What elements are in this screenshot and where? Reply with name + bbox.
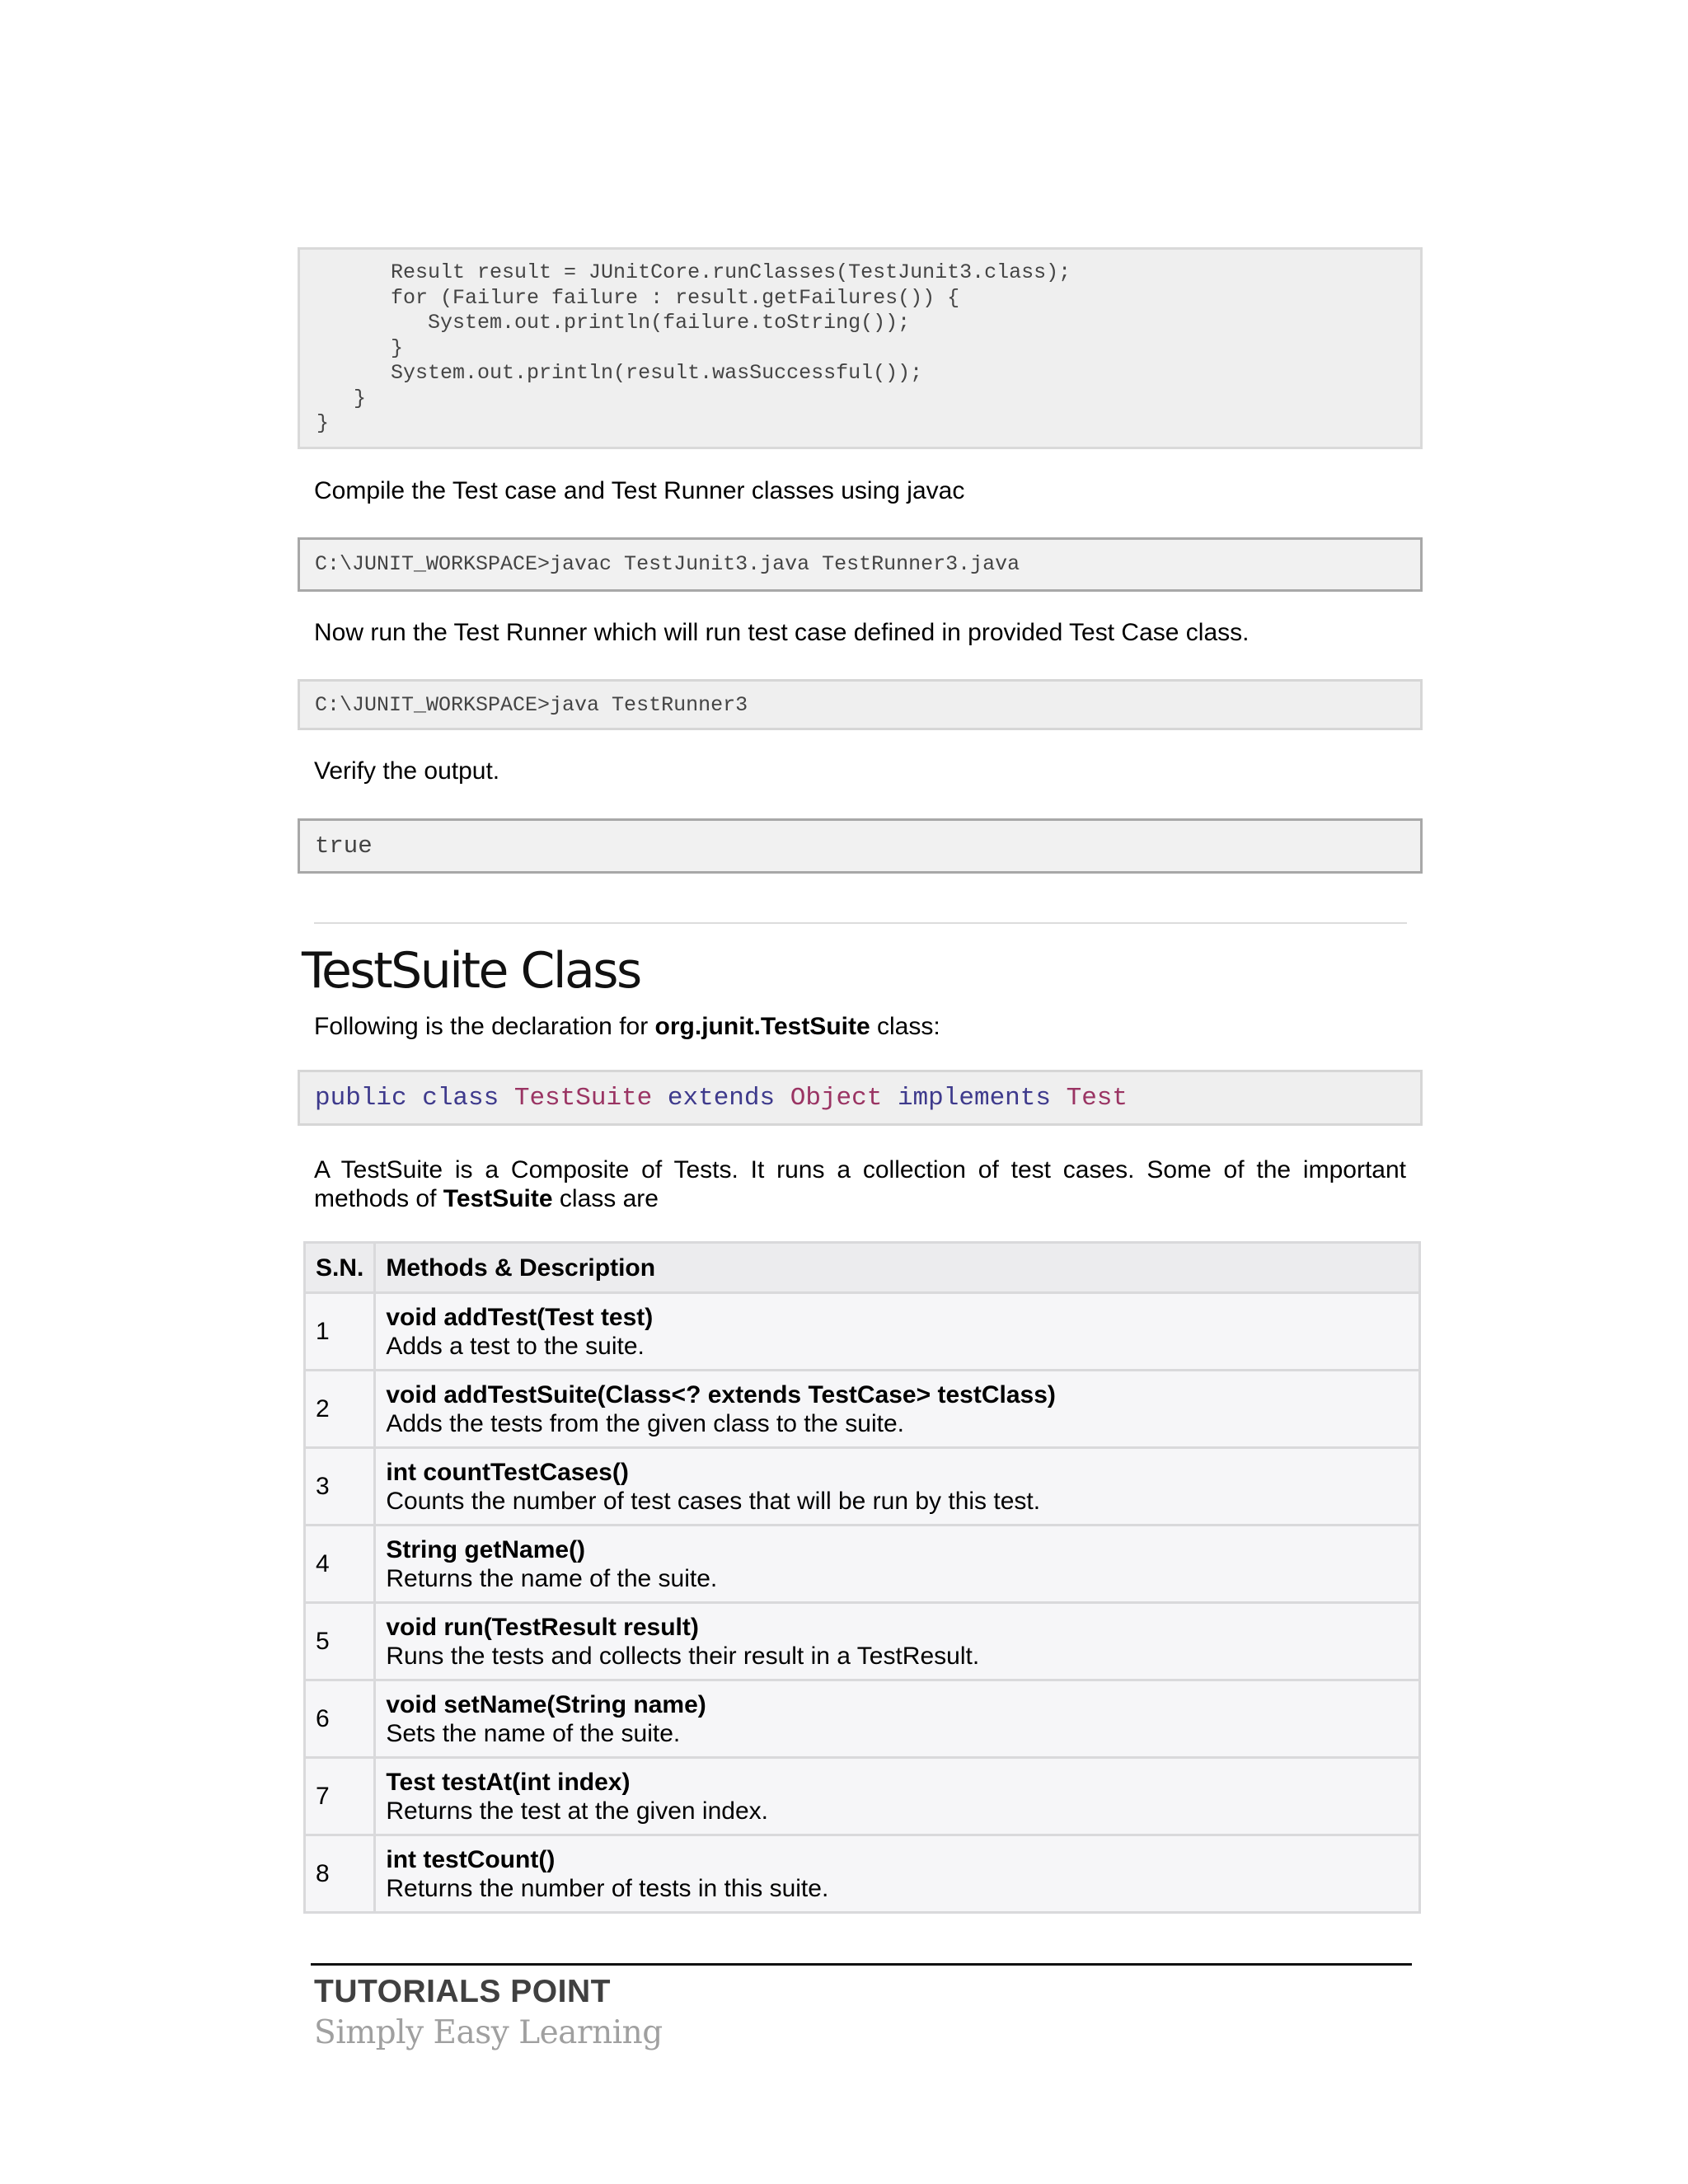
output-block <box>298 818 1423 874</box>
section-divider <box>314 922 1407 924</box>
compile-command-block <box>298 537 1423 592</box>
table-row <box>305 1603 1420 1680</box>
row-method-cell <box>375 1680 1420 1758</box>
verify-instruction: Verify the output. <box>314 757 500 785</box>
code-type: Test <box>1066 1084 1128 1113</box>
run-instruction: Now run the Test Runner which will run test case defined in provided Test Case class. <box>314 619 1250 646</box>
method-signature: int testCount() <box>386 1845 556 1873</box>
row-sn: 2 <box>305 1371 375 1448</box>
compile-instruction: Compile the Test case and Test Runner classes using javac <box>314 477 965 504</box>
declaration-suffix: class: <box>870 1013 940 1040</box>
table-body <box>305 1293 1420 1913</box>
row-sn: 4 <box>305 1526 375 1603</box>
code-line: Result result = JUnitCore.runClasses(TestJunit3.class); <box>316 260 1071 284</box>
method-description: Counts the number of test cases that will be run by this test. <box>386 1487 1041 1515</box>
declaration-code-block <box>298 1070 1423 1126</box>
table-row <box>305 1680 1420 1758</box>
method-signature: String getName() <box>386 1535 586 1563</box>
declaration-class-name: org.junit.TestSuite <box>654 1013 870 1040</box>
table-row <box>305 1526 1420 1603</box>
code-block-runner <box>298 247 1423 449</box>
row-sn: 7 <box>305 1758 375 1835</box>
table-row <box>305 1448 1420 1526</box>
table-row <box>305 1293 1420 1371</box>
declaration-intro <box>314 1012 1406 1041</box>
footer-divider <box>311 1963 1412 1966</box>
row-sn: 5 <box>305 1603 375 1680</box>
method-description: Runs the tests and collects their result in a TestResult. <box>386 1642 980 1670</box>
methods-table <box>303 1241 1421 1914</box>
section-title: TestSuite Class <box>302 942 640 1000</box>
row-method-cell <box>375 1371 1420 1448</box>
method-signature: int countTestCases() <box>386 1458 629 1486</box>
table-row <box>305 1835 1420 1913</box>
code-keyword: extends <box>652 1084 790 1113</box>
code-keyword: implements <box>882 1084 1067 1113</box>
row-method-cell <box>375 1603 1420 1680</box>
method-description: Sets the name of the suite. <box>386 1719 681 1747</box>
method-signature: void setName(String name) <box>386 1690 706 1718</box>
method-description: Adds a test to the suite. <box>386 1332 645 1360</box>
method-description: Returns the test at the given index. <box>386 1797 768 1825</box>
code-keyword: public class <box>315 1084 514 1113</box>
row-sn: 3 <box>305 1448 375 1526</box>
table-row <box>305 1371 1420 1448</box>
intro-prefix: A TestSuite is a Composite of Tests. It runs a collection of test cases. Some of the important methods of <box>314 1156 1406 1212</box>
table-header-row <box>305 1243 1420 1293</box>
row-method-cell <box>375 1293 1420 1371</box>
footer-brand: TUTORIALS POINT <box>314 1974 611 2009</box>
code-line: for (Failure failure : result.getFailures()) { <box>316 285 960 310</box>
testsuite-intro <box>314 1155 1406 1213</box>
code-line: System.out.println(result.wasSuccessful()); <box>316 361 923 385</box>
run-command: C:\JUNIT_WORKSPACE>java TestRunner3 <box>315 693 748 717</box>
method-signature: void addTestSuite(Class<? extends TestCase> testClass) <box>386 1380 1056 1408</box>
code-line: } <box>316 335 404 360</box>
method-description: Returns the number of tests in this suite. <box>386 1874 829 1902</box>
method-description: Returns the name of the suite. <box>386 1564 718 1592</box>
output-text: true <box>315 832 373 860</box>
compile-command: C:\JUNIT_WORKSPACE>javac TestJunit3.java TestRunner3.java <box>315 552 1020 576</box>
code-line: } <box>316 411 330 435</box>
row-method-cell <box>375 1835 1420 1913</box>
method-signature: void addTest(Test test) <box>386 1303 654 1331</box>
code-line: System.out.println(failure.toString()); <box>316 311 911 335</box>
code-type: TestSuite <box>513 1084 653 1113</box>
row-method-cell <box>375 1758 1420 1835</box>
run-command-block <box>298 679 1423 730</box>
row-method-cell <box>375 1526 1420 1603</box>
method-signature: void run(TestResult result) <box>386 1613 699 1641</box>
code-line: } <box>316 386 367 410</box>
intro-suffix: class are <box>552 1185 659 1212</box>
row-sn: 6 <box>305 1680 375 1758</box>
header-methods: Methods & Description <box>375 1243 1420 1293</box>
declaration-prefix: Following is the declaration for <box>314 1013 655 1040</box>
code-type: Object <box>790 1084 883 1113</box>
method-signature: Test testAt(int index) <box>386 1768 631 1796</box>
table-row <box>305 1758 1420 1835</box>
method-description: Adds the tests from the given class to the suite. <box>386 1409 905 1437</box>
row-sn: 1 <box>305 1293 375 1371</box>
code-lines <box>316 260 1420 437</box>
intro-class-name: TestSuite <box>443 1185 553 1212</box>
header-sn: S.N. <box>305 1243 375 1293</box>
row-method-cell <box>375 1448 1420 1526</box>
footer-tagline: Simply Easy Learning <box>314 2014 663 2051</box>
row-sn: 8 <box>305 1835 375 1913</box>
